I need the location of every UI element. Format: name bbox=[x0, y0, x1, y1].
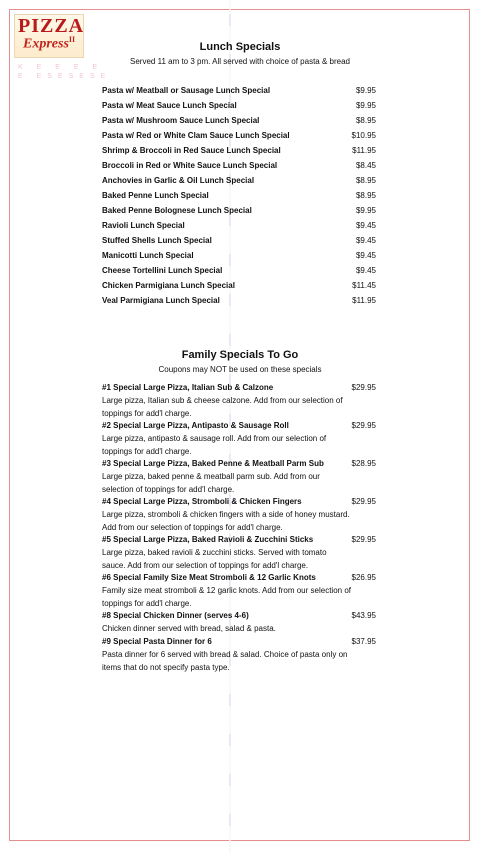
family-item-name: #5 Special Large Pizza, Baked Ravioli & Zucchini Sticks bbox=[102, 535, 314, 544]
family-item bbox=[102, 495, 376, 534]
lunch-item-price: $9.95 bbox=[355, 206, 376, 215]
family-item-price: $26.95 bbox=[351, 573, 376, 582]
family-item-name: #2 Special Large Pizza, Antipasto & Sausage Roll bbox=[102, 421, 289, 430]
family-item-price: $29.95 bbox=[351, 383, 376, 392]
family-item-desc: Large pizza, baked penne & meatball parm sub. Add from our selection of toppings for add'l charge. bbox=[102, 472, 320, 494]
family-item bbox=[102, 381, 376, 420]
lunch-item-price: $9.45 bbox=[355, 251, 376, 260]
faded-nav-line-2: E ESESESE bbox=[18, 73, 112, 80]
lunch-item-name: Manicotti Lunch Special bbox=[102, 251, 194, 260]
lunch-item-name: Pasta w/ Mushroom Sauce Lunch Special bbox=[102, 116, 260, 125]
lunch-item bbox=[102, 203, 376, 218]
lunch-item bbox=[102, 173, 376, 188]
lunch-item-name: Pasta w/ Red or White Clam Sauce Lunch Special bbox=[102, 131, 290, 140]
lunch-item-price: $11.95 bbox=[352, 296, 376, 305]
lunch-item-price: $9.45 bbox=[355, 221, 376, 230]
family-specials-title: Family Specials To Go bbox=[181, 349, 299, 361]
family-item-desc: Pasta dinner for 6 served with bread & salad. Choice of pasta only on items that do not specify pasta type. bbox=[102, 650, 348, 672]
lunch-item-price: $9.95 bbox=[355, 86, 376, 95]
family-item-name: #6 Special Family Size Meat Stromboli & 12 Garlic Knots bbox=[102, 573, 316, 582]
lunch-item-price: $8.45 bbox=[355, 161, 376, 170]
logo-text-sup: II bbox=[68, 35, 76, 44]
lunch-item bbox=[102, 128, 376, 143]
family-item-name: #1 Special Large Pizza, Italian Sub & Calzone bbox=[102, 383, 274, 392]
pizza-express-logo[interactable] bbox=[14, 14, 84, 58]
family-item-price: $37.95 bbox=[351, 637, 376, 646]
family-item bbox=[102, 635, 376, 674]
family-item-name: #4 Special Large Pizza, Stromboli & Chicken Fingers bbox=[102, 497, 302, 506]
lunch-item-price: $8.95 bbox=[355, 176, 376, 185]
lunch-item bbox=[102, 83, 376, 98]
lunch-item bbox=[102, 158, 376, 173]
lunch-item-name: Ravioli Lunch Special bbox=[102, 221, 185, 230]
lunch-item-price: $8.95 bbox=[355, 191, 376, 200]
lunch-item-price: $11.45 bbox=[352, 281, 376, 290]
lunch-item-price: $8.95 bbox=[355, 116, 376, 125]
family-item-desc: Large pizza, stromboli & chicken fingers with a side of honey mustard. Add from our selection of toppings for add'l charge. bbox=[102, 510, 350, 532]
lunch-item-name: Shrimp & Broccoli in Red Sauce Lunch Special bbox=[102, 146, 281, 155]
family-item-name: #3 Special Large Pizza, Baked Penne & Meatball Parm Sub bbox=[102, 459, 324, 468]
lunch-item bbox=[102, 248, 376, 263]
lunch-item-name: Chicken Parmigiana Lunch Special bbox=[102, 281, 235, 290]
logo-text-express: Express bbox=[23, 36, 69, 52]
family-item-name: #8 Special Chicken Dinner (serves 4-6) bbox=[102, 611, 249, 620]
lunch-item bbox=[102, 143, 376, 158]
family-item-desc: Large pizza, baked ravioli & zucchini sticks. Served with tomato sauce. Add from our selection of toppings for add'l charge. bbox=[102, 548, 327, 570]
logo-text-bottom bbox=[23, 35, 75, 53]
lunch-specials-title: Lunch Specials bbox=[199, 41, 281, 53]
family-item bbox=[102, 419, 376, 458]
family-item bbox=[102, 533, 376, 572]
logo-text-top: PIZZA bbox=[18, 15, 85, 37]
family-item-desc: Chicken dinner served with bread, salad & pasta. bbox=[102, 624, 276, 633]
lunch-specials-subtitle: Served 11 am to 3 pm. All served with choice of pasta & bread bbox=[130, 57, 350, 66]
lunch-item bbox=[102, 293, 376, 308]
lunch-item bbox=[102, 113, 376, 128]
family-item-price: $28.95 bbox=[351, 459, 376, 468]
lunch-item-name: Baked Penne Lunch Special bbox=[102, 191, 209, 200]
family-item-desc: Family size meat stromboli & 12 garlic knots. Add from our selection of toppings for add'l charge. bbox=[102, 586, 351, 608]
lunch-item-name: Stuffed Shells Lunch Special bbox=[102, 236, 212, 245]
family-item-price: $29.95 bbox=[351, 497, 376, 506]
family-item-price: $29.95 bbox=[351, 421, 376, 430]
family-item bbox=[102, 571, 376, 610]
lunch-item-price: $9.45 bbox=[355, 266, 376, 275]
lunch-item bbox=[102, 278, 376, 293]
lunch-item-price: $10.95 bbox=[351, 131, 376, 140]
lunch-item bbox=[102, 218, 376, 233]
family-specials-subtitle: Coupons may NOT be used on these specials bbox=[158, 365, 322, 374]
lunch-item-price: $9.95 bbox=[355, 101, 376, 110]
lunch-item-name: Broccoli in Red or White Sauce Lunch Special bbox=[102, 161, 278, 170]
family-item-desc: Large pizza, antipasto & sausage roll. Add from our selection of toppings for add'l charge. bbox=[102, 434, 327, 456]
family-item-desc: Large pizza, Italian sub & cheese calzone. Add from our selection of toppings for add'l charge. bbox=[102, 396, 343, 418]
lunch-item bbox=[102, 188, 376, 203]
lunch-item-name: Veal Parmigiana Lunch Special bbox=[102, 296, 220, 305]
family-item bbox=[102, 609, 376, 635]
lunch-item bbox=[102, 233, 376, 248]
lunch-item-name: Anchovies in Garlic & Oil Lunch Special bbox=[102, 176, 255, 185]
family-item-price: $29.95 bbox=[351, 535, 376, 544]
lunch-item-price: $11.95 bbox=[352, 146, 376, 155]
lunch-item-name: Pasta w/ Meatball or Sausage Lunch Special bbox=[102, 86, 271, 95]
lunch-item bbox=[102, 98, 376, 113]
lunch-item-name: Pasta w/ Meat Sauce Lunch Special bbox=[102, 101, 237, 110]
lunch-item-name: Baked Penne Bolognese Lunch Special bbox=[102, 206, 252, 215]
family-item-price: $43.95 bbox=[351, 611, 376, 620]
lunch-item-name: Cheese Tortellini Lunch Special bbox=[102, 266, 223, 275]
lunch-item bbox=[102, 263, 376, 278]
lunch-item-price: $9.45 bbox=[355, 236, 376, 245]
faded-nav-line-1: K E E E E bbox=[18, 64, 104, 71]
family-item-name: #9 Special Pasta Dinner for 6 bbox=[102, 637, 212, 646]
family-item bbox=[102, 457, 376, 496]
